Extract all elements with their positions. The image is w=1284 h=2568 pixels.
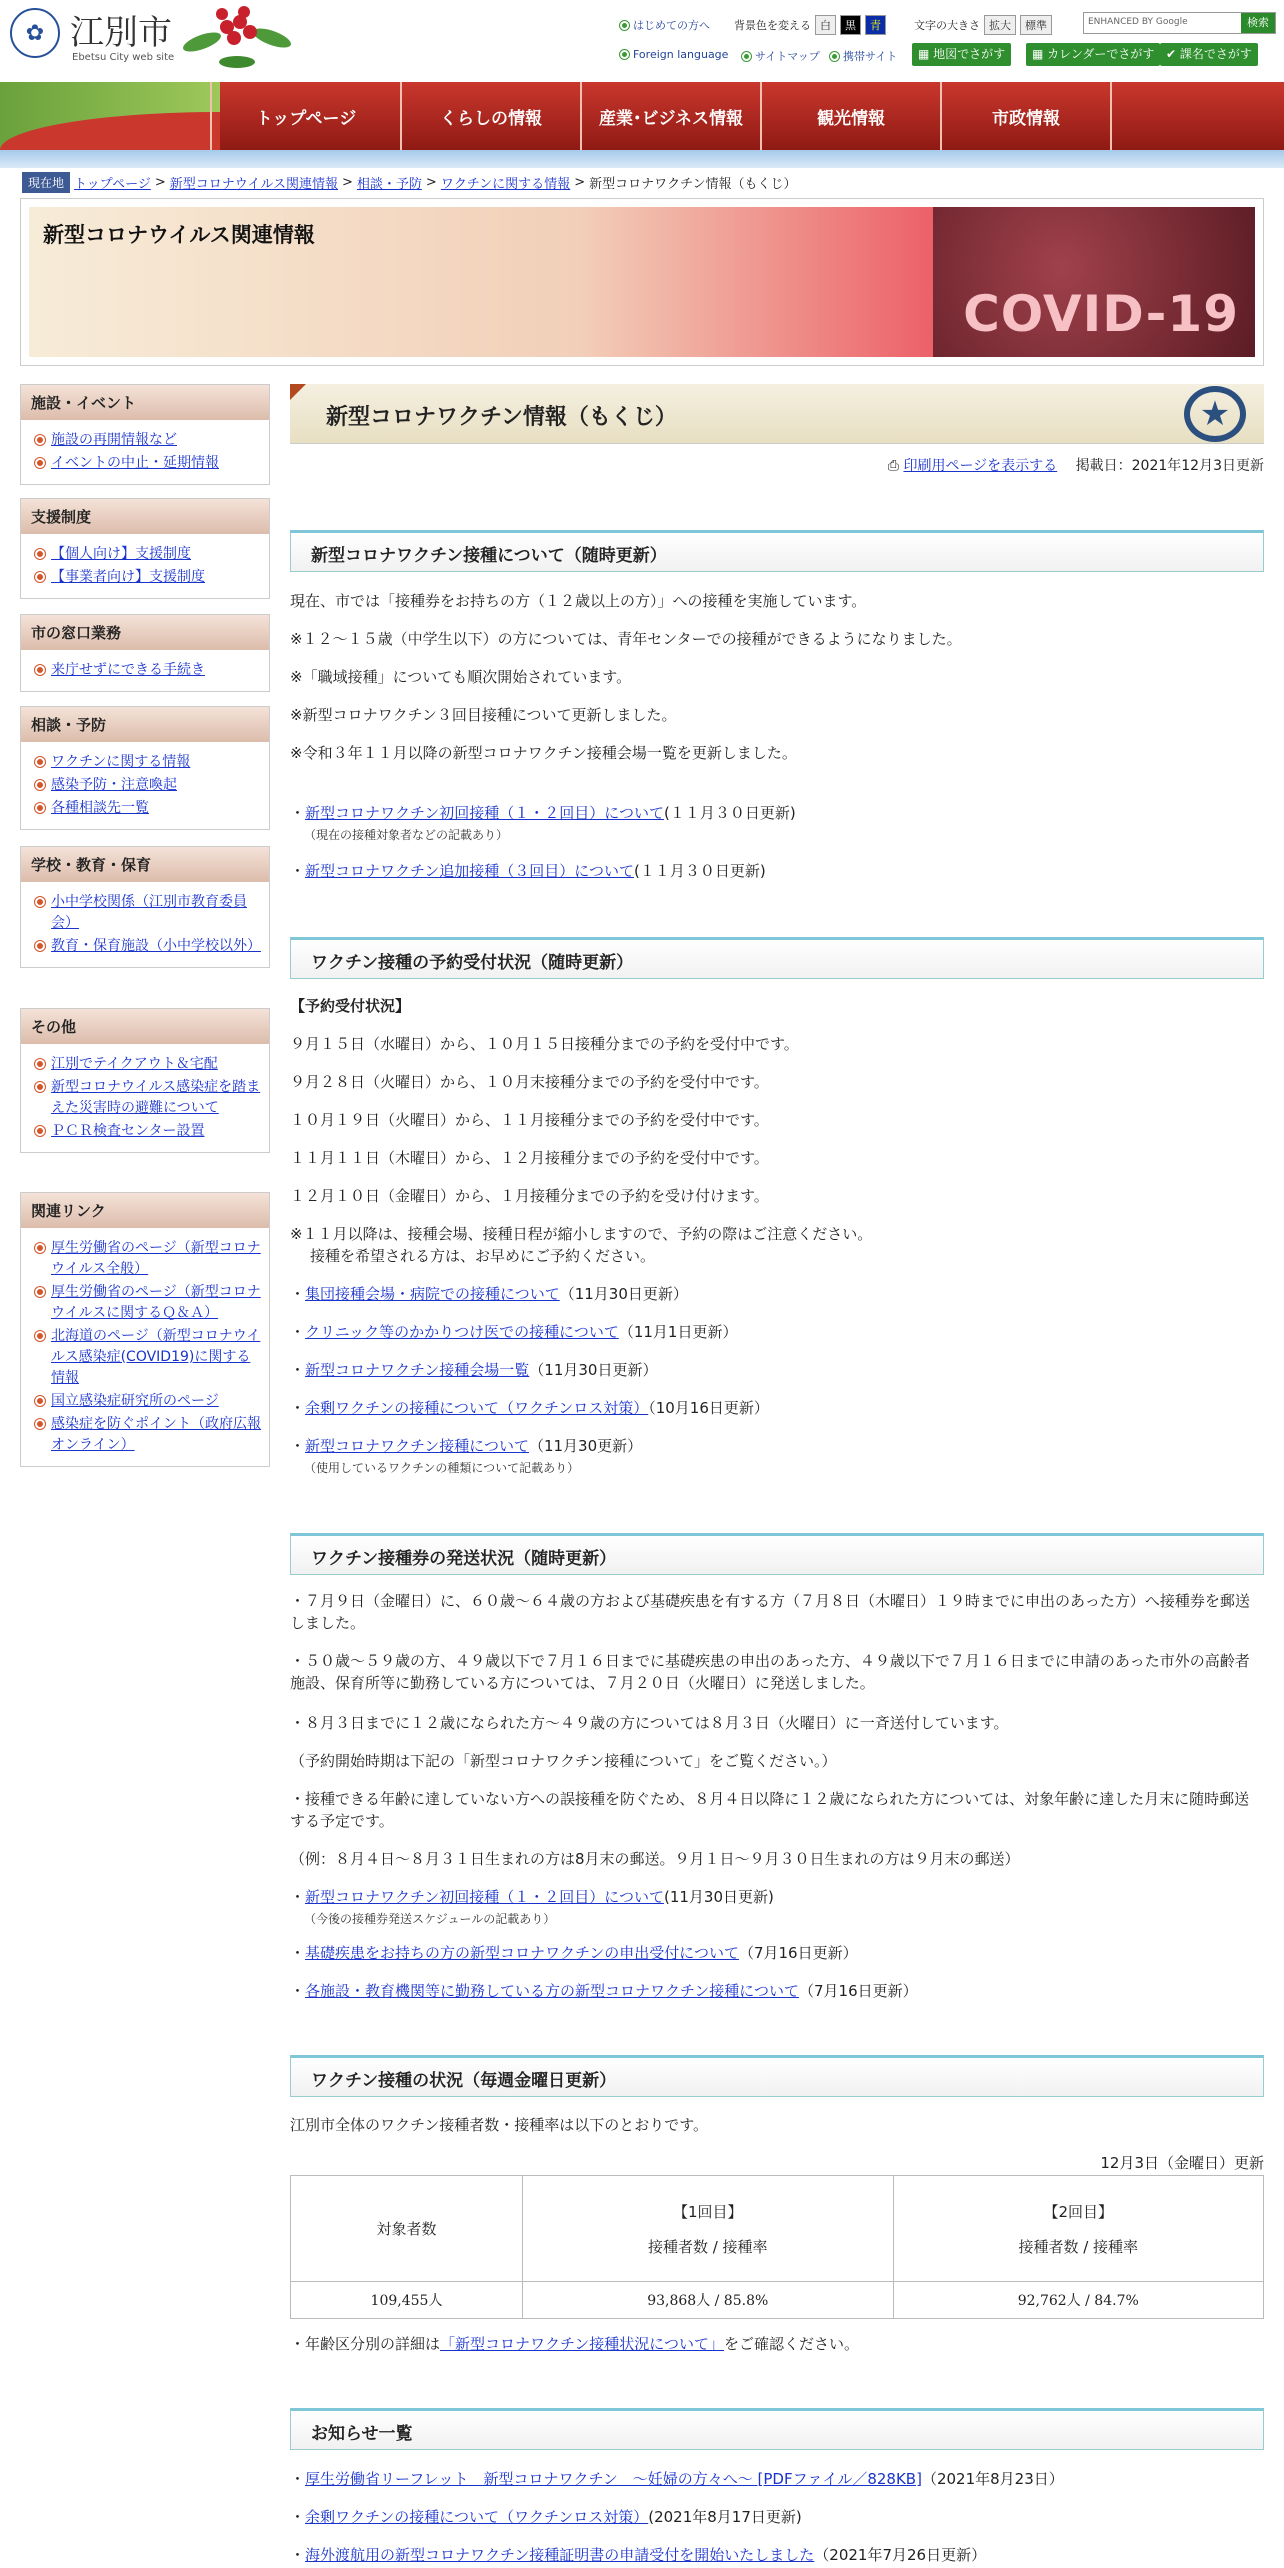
bullet-icon [35,1419,45,1429]
breadcrumb-item[interactable]: 新型コロナウイルス関連情報 [169,177,338,192]
calendar-icon: ▦ [1032,47,1048,61]
bg-color-label: 背景色を変える [734,19,811,32]
notice-link[interactable]: 海外渡航用の新型コロナワクチン接種証明書の申請受付を開始いたしました [305,2546,815,2564]
s1-paragraph: ※新型コロナワクチン３回目接種について更新しました。 [290,706,677,724]
s2-link-item: ・新型コロナワクチン接種について（11月30更新） （使用しているワクチンの種類について記載あり） [290,1435,1264,1479]
s2-link-item: ・集団接種会場・病院での接種について（11月30日更新） [290,1285,688,1303]
page-meta [290,455,1264,477]
sidebar-item[interactable] [33,1238,261,1280]
breadcrumb-sep: > [154,175,166,190]
table-header: 対象者数 [291,2176,523,2282]
s2-link[interactable]: 新型コロナワクチン接種について [305,1437,529,1455]
sitemap-link[interactable]: サイトマップ [755,50,820,63]
sidebar-link[interactable]: イベントの中止・延期情報 [51,455,219,471]
s4-update-date: 12月3日（金曜日）更新 [1100,2154,1264,2172]
notice-link[interactable]: 厚生労働省リーフレット 新型コロナワクチン ～妊婦の方々へ～ [PDFファイル／828KB] [305,2470,922,2488]
sidebar-item[interactable] [33,660,261,681]
s1-paragraph: ※１２～１５歳（中学生以下）の方については、青年センターでの接種ができるようになりました。 [290,630,962,648]
bullet-icon [35,435,45,445]
search-input[interactable]: ENHANCED BY Google [1088,17,1188,27]
notice-item: ・海外渡航用の新型コロナワクチン接種証明書の申請受付を開始いたしました（2021年7月26日更新） [290,2546,987,2564]
first-visit-link[interactable]: はじめての方へ [633,19,710,32]
s1-link[interactable]: 新型コロナワクチン初回接種（１・２回目）について [305,804,664,822]
notice-item: ・余剰ワクチンの接種について（ワクチンロス対策）(2021年8月17日更新) [290,2508,802,2526]
s2-link-date: （11月30日更新） [529,1361,658,1379]
nav-top[interactable]: トップページ [210,82,400,150]
s2-link[interactable]: 余剰ワクチンの接種について（ワクチンロス対策） [305,1399,649,1417]
breadcrumb-current: 新型コロナワクチン情報（もくじ） [589,177,797,192]
notice-date: （2021年8月23日） [921,2470,1064,2488]
table-cell: 92,762人 / 84.7% [893,2282,1264,2319]
s3-link-item: ・基礎疾患をお持ちの方の新型コロナワクチンの申出受付について（7月16日更新） [290,1944,858,1962]
site-logo[interactable] [10,8,175,63]
logo-subtitle: Ebetsu City web site [72,52,175,63]
sidebar-box [20,384,270,485]
sidebar-item[interactable] [33,453,261,474]
table-header [523,2176,894,2282]
logo-name: 江別市 [70,13,172,53]
s2-paragraph: １０月１９日（火曜日）から、１１月接種分までの予約を受付中です。 [290,1111,769,1129]
global-nav [0,82,1284,150]
notice-date: (2021年8月17日更新) [648,2508,802,2526]
corner-accent [290,384,306,400]
sidebar-link[interactable]: 【個人向け】支援制度 [51,546,191,562]
sidebar-link[interactable]: 【事業者向け】支援制度 [51,569,205,585]
s3-link[interactable]: 基礎疾患をお持ちの方の新型コロナワクチンの申出受付について [305,1944,739,1962]
s3-link[interactable]: 新型コロナワクチン初回接種（１・２回目）について [305,1888,664,1906]
font-size-label: 文字の大きさ [914,19,980,32]
sidebar-item[interactable] [33,544,261,565]
sidebar-item[interactable] [33,1414,261,1456]
sidebar-heading: その他 [21,1009,269,1044]
s3-paragraph: （予約開始時期は下記の「新型コロナワクチン接種について」をご覧ください。） [290,1752,837,1770]
sidebar-item[interactable] [33,1054,261,1075]
section-heading: ワクチン接種の予約受付状況（随時更新） [290,937,1264,979]
notice-item: ・厚生労働省リーフレット 新型コロナワクチン ～妊婦の方々へ～ [PDFファイル／828KB]（2021年8月23日） [290,2470,1064,2488]
posted-date: 掲載日：2021年12月3日更新 [1075,458,1264,474]
s4-after-text: ・年齢区分別の詳細は [290,2335,441,2353]
s2-link-item: ・新型コロナワクチン接種会場一覧（11月30日更新） [290,1361,658,1379]
s2-paragraph: １１月１１日（木曜日）から、１２月接種分までの予約を受付中です。 [290,1149,769,1167]
sidebar-heading: 支援制度 [21,499,269,534]
notice-link[interactable]: 余剰ワクチンの接種について（ワクチンロス対策） [305,2508,649,2526]
bullet-icon [35,941,45,951]
sidebar-box [20,706,270,830]
table-header-line: 【1回目】 [672,2202,743,2221]
s3-paragraph: ・７月９日（金曜日）に、６０歳～６４歳の方および基礎疾患を有する方（７月８日（木曜日）１９時までに申出のあった方）へ接種券を郵送しました。 [290,1592,1250,1632]
foreign-language-link[interactable]: Foreign language [633,48,729,61]
bullet-icon [35,1287,45,1297]
table-header [893,2176,1264,2282]
s3-link-item: ・新型コロナワクチン初回接種（１・２回目）について(11月30日更新) （今後の接種券発送スケジュールの記載あり） [290,1886,1264,1930]
breadcrumb-sep: > [425,175,437,190]
breadcrumb-sep: > [342,175,353,190]
sidebar-item[interactable] [33,892,261,934]
bullet-icon [35,1059,45,1069]
sidebar-item[interactable] [33,798,261,819]
dept-search-label: 課名でさがす [1179,47,1252,61]
bg-white-button[interactable]: 白 [815,15,836,35]
sidebar-link[interactable]: 厚生労働省のページ（新型コロナウイルスに関するＱ＆Ａ） [51,1284,261,1321]
sidebar-link[interactable]: ワクチンに関する情報 [51,754,191,770]
page-title-bar [290,384,1264,444]
s2-paragraph: ９月１５日（水曜日）から、１０月１５日接種分までの予約を受付中です。 [290,1035,799,1053]
s2-link-date: （11月30更新） [528,1437,643,1455]
s4-after-link[interactable]: 「新型コロナワクチン接種状況について」 [440,2335,724,2353]
s2-paragraph: ９月２８日（火曜日）から、１０月末接種分までの予約を受付中です。 [290,1073,769,1091]
link-foreign[interactable] [620,48,728,61]
site-header [0,0,1284,82]
section-heading: お知らせ一覧 [290,2408,1264,2450]
font-standard-button[interactable]: 標準 [1020,15,1052,35]
s4-after [290,2333,1264,2355]
sidebar-item[interactable] [33,1282,261,1324]
sidebar-link[interactable]: 感染症を防ぐポイント（政府広報オンライン） [51,1416,261,1453]
sidebar-heading: 市の窓口業務 [21,615,269,650]
section-banner [20,198,1264,366]
s3-paragraph: ・５０歳～５９歳の方、４９歳以下で７月１６日までに基礎疾患の申出のあった方、４９歳以下で７月１６日までに申請のあった市外の高齢者施設、保育所等に勤務している方については、７月２０日（火曜日）に発送しました。 [290,1652,1250,1692]
sidebar-heading: 関連リンク [21,1193,269,1228]
sidebar-link[interactable]: 小中学校関係（江別市教育委員会） [51,894,247,931]
sidebar-item[interactable] [33,1077,261,1119]
dept-search-button[interactable] [1160,43,1258,66]
sidebar-link[interactable]: 来庁せずにできる手続き [51,662,205,678]
nav-tourism[interactable]: 観光情報 [760,82,940,150]
sidebar-item[interactable] [33,1121,261,1142]
sidebar-heading: 学校・教育・保育 [21,847,269,882]
sidebar-item[interactable] [33,1326,261,1389]
mobile-site-link[interactable]: 携帯サイト [843,50,898,63]
table-cell: 93,868人 / 85.8% [523,2282,894,2319]
link-mobile[interactable] [830,48,897,64]
font-large-button[interactable]: 拡大 [984,15,1016,35]
bullet-icon [35,1126,45,1136]
banner-inner [29,207,1255,357]
s1-paragraph: ※令和３年１１月以降の新型コロナワクチン接種会場一覧を更新しました。 [290,744,797,762]
s2-subheading: 【予約受付状況】 [290,997,411,1015]
city-emblem-icon: ✿ [10,8,60,58]
sidebar-link[interactable]: 江別でテイクアウト＆宅配 [51,1056,218,1072]
s2-link[interactable]: クリニック等のかかりつけ医での接種について [305,1323,619,1341]
s1-link-date: (１１月３０日更新) [663,804,796,822]
s3-link-date: (11月30日更新) [663,1888,774,1906]
banner-title: 新型コロナウイルス関連情報 [43,223,315,247]
sidebar-box [20,614,270,692]
s3-link[interactable]: 各施設・教育機関等に勤務している方の新型コロナワクチン接種について [305,1982,799,2000]
bullet-icon [620,50,629,59]
bullet-icon [35,549,45,559]
s3-link-date: （7月16日更新） [738,1944,858,1962]
breadcrumb-sep: > [574,175,586,190]
sidebar-item[interactable] [33,752,261,773]
print-link[interactable]: 印刷用ページを表示する [903,458,1058,474]
vaccination-table [290,2175,1264,2319]
nav-empty-slot [1110,82,1284,150]
sidebar-link[interactable]: 教育・保育施設（小中学校以外） [51,938,261,954]
s1-paragraph: ※「職域接種」についても順次開始されています。 [290,668,632,686]
s4-after-text: をご確認ください。 [723,2335,859,2353]
s2-link[interactable]: 集団接種会場・病院での接種について [305,1285,560,1303]
s3-link-item: ・各施設・教育機関等に勤務している方の新型コロナワクチン接種について（7月16日更新） [290,1982,918,2000]
breadcrumb-current-label: 現在地 [22,172,70,193]
s2-warning-line: ※１１月以降は、接種会場、接種日程が縮小しますので、予約の際はご注意ください。 [290,1225,873,1243]
calendar-search-button[interactable] [1026,43,1160,66]
sidebar-link[interactable]: 各種相談先一覧 [51,800,149,816]
s2-link-item: ・クリニック等のかかりつけ医での接種について（11月1日更新） [290,1323,738,1341]
s1-link-date: (１１月３０日更新) [633,862,766,880]
sidebar-link[interactable]: 施設の再開情報など [51,432,177,448]
sidebar-link[interactable]: ＰＣＲ検査センター設置 [51,1123,205,1139]
s3-link-note: （今後の接種券発送スケジュールの記載あり） [304,1912,556,1926]
s3-paragraph: ・８月３日までに１２歳になられた方～４９歳の方については８月３日（火曜日）に一斉送付しています。 [290,1714,1009,1732]
nav-city[interactable]: 市政情報 [940,82,1110,150]
s3-paragraph: ・接種できる年齢に達していない方への誤接種を防ぐため、８月４日以降に１２歳になられた方については、対象年齢に達した月末に随時郵送する予定です。 [290,1790,1250,1830]
table-header-line: 接種者数 / 接種率 [1018,2237,1139,2256]
sidebar-item[interactable] [33,936,261,957]
sidebar-item[interactable] [33,430,261,451]
sky-strip [0,150,1284,168]
link-first-visit[interactable] [620,17,710,33]
s3-paragraph: （例：８月４日～８月３１日生まれの方は8月末の郵送。９月１日～９月３０日生まれの方は９月末の郵送） [290,1850,1020,1868]
s1-link-note: （現在の接種対象者などの記載あり） [304,828,509,842]
font-size-switcher [914,15,1052,35]
sidebar-box [20,1008,270,1153]
bullet-icon [35,780,45,790]
bullet-icon [35,1082,45,1092]
nav-life[interactable]: くらしの情報 [400,82,580,150]
sidebar-box [20,498,270,599]
page-title: 新型コロナワクチン情報（もくじ） [326,405,677,430]
bullet-icon [35,803,45,813]
sidebar-box [20,1192,270,1467]
breadcrumb-item[interactable]: ワクチンに関する情報 [440,177,571,192]
table-header-line: 【2回目】 [1043,2202,1114,2221]
section-heading: 新型コロナワクチン接種について（随時更新） [290,530,1264,572]
calendar-search-label: カレンダーでさがす [1047,47,1155,61]
s2-warning [290,1223,1264,1267]
s2-warning-line: 接種を希望される方は、お早めにご予約ください。 [310,1247,656,1265]
map-search-button[interactable] [912,43,1011,66]
covid-label: COVID-19 [963,285,1239,343]
s2-link-item: ・余剰ワクチンの接種について（ワクチンロス対策）（10月16日更新） [290,1399,769,1417]
map-icon: ▦ [918,47,934,61]
sidebar-link[interactable]: 新型コロナウイルス感染症を踏まえた災害時の避難について [51,1079,261,1116]
site-search [1083,12,1276,34]
bg-black-button[interactable]: 黒 [840,15,861,35]
map-search-label: 地図でさがす [933,47,1006,61]
s2-link-date: （11月1日更新） [618,1323,738,1341]
s2-link-date: （11月30日更新） [559,1285,688,1303]
s2-paragraph: １２月１０日（金曜日）から、１月接種分までの予約を受け付けます。 [290,1187,769,1205]
bullet-icon [830,52,839,61]
breadcrumb-item[interactable]: 相談・予防 [356,177,422,192]
bg-blue-button[interactable]: 青 [865,15,886,35]
sidebar-link[interactable]: 厚生労働省のページ（新型コロナウイルス全般） [51,1240,261,1277]
check-icon: ✔ [1166,47,1180,61]
link-sitemap[interactable] [742,48,820,64]
bullet-icon [35,897,45,907]
sidebar-box [20,846,270,968]
bullet-icon [35,1331,45,1341]
sidebar-link[interactable]: 国立感染症研究所のページ [51,1393,219,1409]
city-star-emblem-icon: ★ [1184,386,1246,442]
sidebar-link[interactable]: 北海道のページ（新型コロナウイルス感染症(COVID19)に関する情報 [51,1328,261,1386]
bullet-icon [35,1396,45,1406]
rowan-berry-icon [182,2,292,72]
nav-business[interactable]: 産業･ビジネス情報 [580,82,760,150]
section-heading: ワクチン接種券の発送状況（随時更新） [290,1533,1264,1575]
sidebar-item[interactable] [33,1391,261,1412]
bg-color-switcher [734,15,886,35]
bullet-icon [35,458,45,468]
table-cell: 109,455人 [291,2282,523,2319]
bullet-icon [35,665,45,675]
breadcrumb [22,172,796,193]
table-header-line: 接種者数 / 接種率 [647,2237,768,2256]
bullet-icon [35,572,45,582]
sidebar-item[interactable] [33,567,261,588]
s1-paragraph: 現在、市では「接種券をお持ちの方（１２歳以上の方）」への接種を実施しています。 [290,592,867,610]
s3-link-date: （7月16日更新） [798,1982,918,2000]
sidebar-item[interactable] [33,775,261,796]
covid-image [933,207,1255,357]
s1-link[interactable]: 新型コロナワクチン追加接種（３回目）について [305,862,634,880]
bullet-icon [35,757,45,767]
bullet-icon [620,21,629,30]
sidebar-link[interactable]: 感染予防・注意喚起 [51,777,177,793]
section-heading: ワクチン接種の状況（毎週金曜日更新） [290,2055,1264,2097]
s1-link-item: ・新型コロナワクチン追加接種（３回目）について(１１月３０日更新) [290,862,766,880]
bullet-icon [742,52,751,61]
s2-link-date: （10月16日更新） [648,1399,769,1417]
s2-link-note: （使用しているワクチンの種類について記載あり） [304,1461,580,1475]
s4-paragraph: 江別市全体のワクチン接種者数・接種率は以下のとおりです。 [290,2116,709,2134]
search-button[interactable]: 検索 [1241,13,1275,33]
notice-date: （2021年7月26日更新） [814,2546,987,2564]
print-icon: ⎙ [887,458,904,474]
bullet-icon [35,1243,45,1253]
sidebar-heading: 施設・イベント [21,385,269,420]
sidebar-heading: 相談・予防 [21,707,269,742]
s2-link[interactable]: 新型コロナワクチン接種会場一覧 [305,1361,530,1379]
breadcrumb-item[interactable]: トップページ [74,177,151,192]
s1-link-item: ・新型コロナワクチン初回接種（１・２回目）について(１１月３０日更新) （現在の接種対象者などの記載あり） [290,802,1264,846]
